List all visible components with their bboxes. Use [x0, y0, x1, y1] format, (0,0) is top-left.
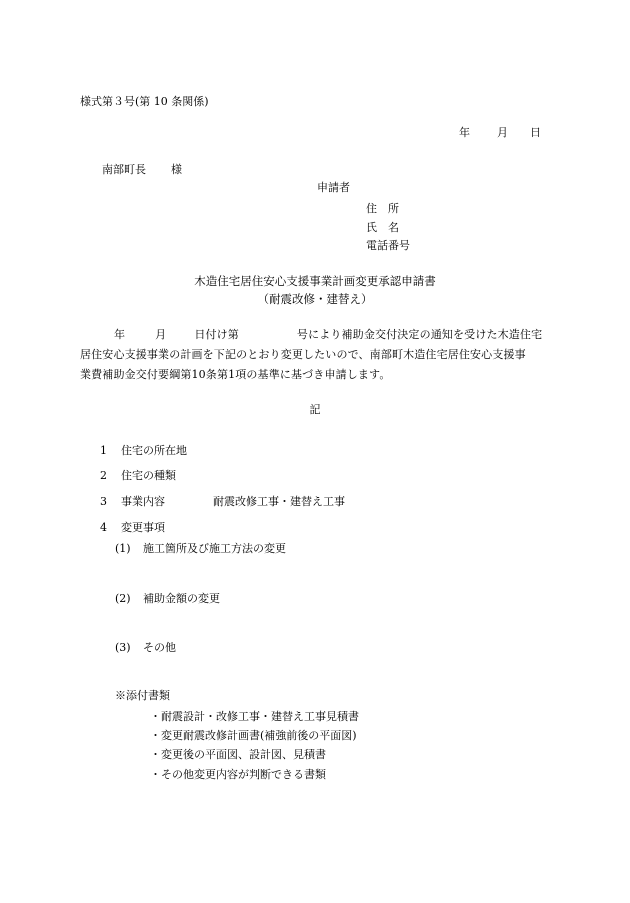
- list-item: [100, 470, 176, 481]
- ki-heading: 記: [309, 403, 321, 416]
- attachment-item: ・変更後の平面図、設計図、見積書: [150, 748, 326, 761]
- sub-item-number: (3): [115, 641, 131, 654]
- applicant-label: 申請者: [317, 181, 350, 194]
- list-item: [100, 445, 187, 456]
- body-line1-rest: 号により補助金交付決定の通知を受けた木造住宅: [296, 328, 543, 341]
- date-month-label: 月: [497, 126, 508, 139]
- applicant-phone-label: 電話番号: [366, 239, 410, 252]
- applicant-address-label: 住 所: [366, 202, 399, 215]
- body-year: 年: [114, 328, 126, 341]
- body-date-no: 日付け第: [194, 328, 239, 341]
- sub-item-label: 補助金額の変更: [143, 592, 220, 605]
- attachment-item: ・耐震設計・改修工事・建替え工事見積書: [150, 710, 359, 723]
- sub-item: [115, 543, 286, 554]
- sub-item: [115, 593, 220, 604]
- date-year-label: 年: [459, 126, 470, 139]
- body-line-2: 居住安心支援事業の計画を下記のとおり変更したいので、南部町木造住宅居住安心支援事: [80, 348, 526, 361]
- applicant-name-label: 氏 名: [366, 221, 399, 234]
- list-item: [100, 522, 165, 533]
- body-line-1: [80, 329, 542, 340]
- item-label: 住宅の所在地: [121, 444, 187, 457]
- document-title: 木造住宅居住安心支援事業計画変更承認申請書: [194, 274, 436, 288]
- sub-item-label: 施工箇所及び施工方法の変更: [143, 542, 286, 555]
- body-line-3: 業費補助金交付要綱第10条第1項の基準に基づき申請します。: [80, 368, 391, 381]
- item-number: 1: [100, 444, 107, 457]
- sub-item-label: その他: [143, 641, 176, 654]
- form-number: 様式第３号(第 10 条関係): [80, 95, 209, 108]
- document-subtitle: （耐震改修・建替え）: [257, 292, 373, 306]
- addressee-honorific: 様: [171, 163, 182, 176]
- attachment-item: ・その他変更内容が判断できる書類: [150, 768, 326, 781]
- sub-item: [115, 642, 176, 653]
- item-value: 耐震改修工事・建替え工事: [213, 495, 345, 508]
- date-day-label: 日: [530, 126, 541, 139]
- sub-item-number: (2): [115, 592, 131, 605]
- item-label: 事業内容: [121, 495, 165, 508]
- item-label: 住宅の種類: [121, 469, 176, 482]
- attachments-heading: ※添付書類: [115, 689, 170, 702]
- item-number: 2: [100, 469, 107, 482]
- sub-item-number: (1): [115, 542, 131, 555]
- list-item: [100, 496, 165, 507]
- attachment-item: ・変更耐震改修計画書(補強前後の平面図): [150, 729, 357, 742]
- addressee-name: 南部町長: [102, 163, 146, 176]
- item-number: 4: [100, 521, 107, 534]
- item-label: 変更事項: [121, 521, 165, 534]
- item-number: 3: [100, 495, 107, 508]
- body-month: 月: [155, 328, 167, 341]
